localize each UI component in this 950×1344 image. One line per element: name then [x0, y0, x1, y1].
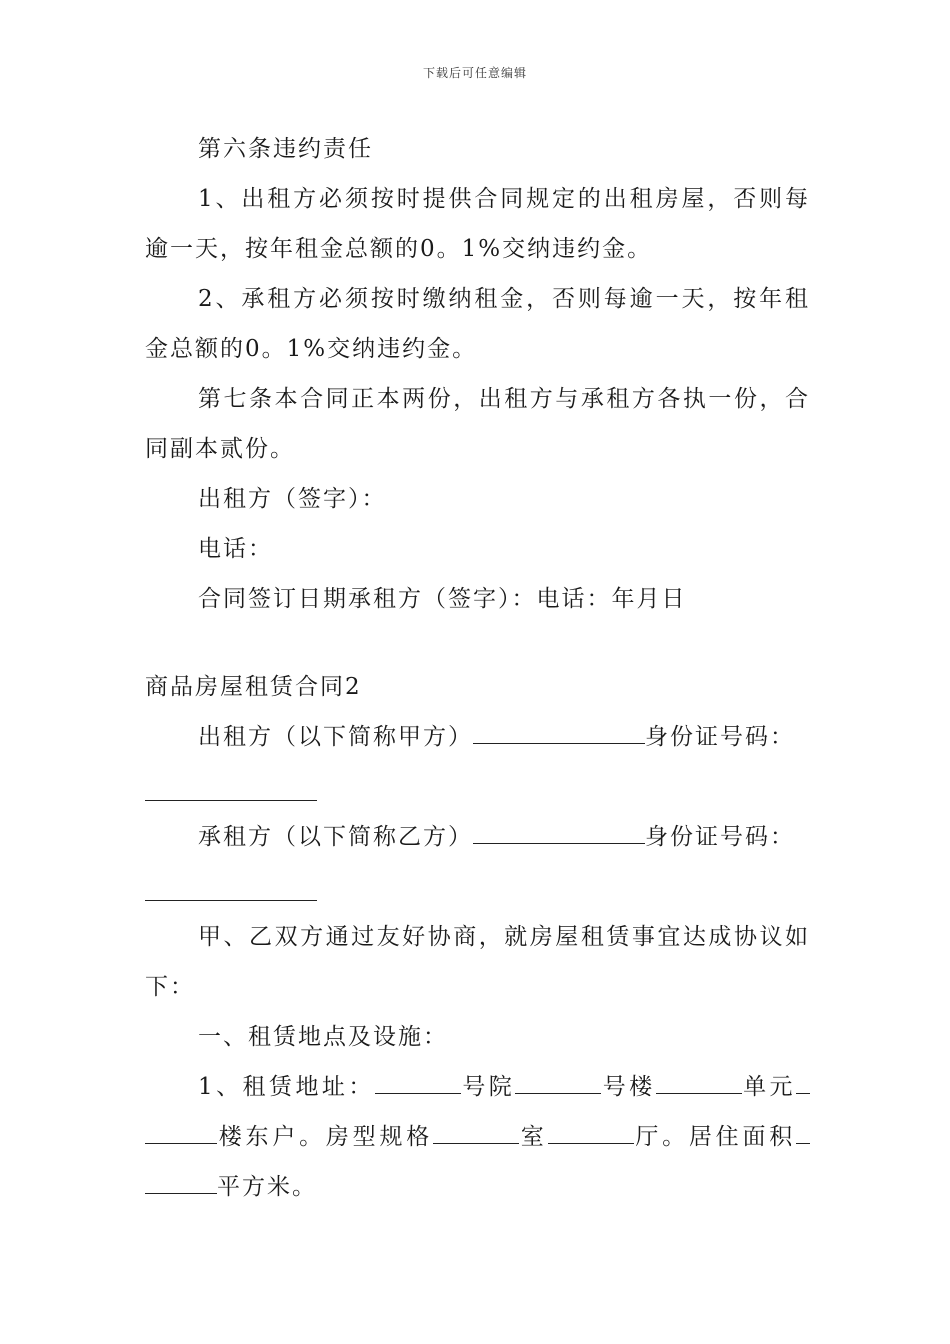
sqm-label: 平方米。 [217, 1174, 317, 1200]
section-gap [145, 624, 810, 662]
contract2-title: 商品房屋租赁合同2 [145, 674, 362, 700]
area-blank-b [145, 1173, 217, 1194]
floor-blank-b [145, 1123, 217, 1144]
phone-label: 电话： [198, 536, 273, 562]
unit-blank [656, 1073, 742, 1094]
party-a-name-blank [473, 723, 645, 744]
agreement-text: 甲、乙双方通过友好协商，就房屋租赁事宜达成协议如下： [145, 924, 810, 1000]
hall-label: 厅。居住面积 [633, 1124, 797, 1150]
hall-blank [548, 1123, 634, 1144]
party-b-id-line [145, 862, 810, 912]
party-a-id-line [145, 762, 810, 812]
room-label: 室 [519, 1124, 548, 1150]
section6-item1: 1、出租方必须按时提供合同规定的出租房屋，否则每逾一天，按年租金总额的0。1%交纳违约金。 [145, 186, 810, 262]
yard-blank [375, 1073, 461, 1094]
section6-title: 第六条违约责任 [198, 136, 373, 162]
section7-text: 第七条本合同正本两份，出租方与承租方各执一份，合同副本贰份。 [145, 386, 810, 462]
address-prefix: 1、租赁地址： [198, 1074, 375, 1100]
section6-item2: 2、承租方必须按时缴纳租金，否则每逾一天，按年租金总额的0。1%交纳违约金。 [145, 286, 810, 362]
document-body [145, 124, 810, 1212]
party-a-line [145, 712, 810, 762]
party-b-id-label: 身份证号码： [645, 824, 795, 850]
unit-label: 单元 [741, 1074, 797, 1100]
party-a-id-label: 身份证号码： [645, 724, 795, 750]
yard-label: 号院 [460, 1074, 516, 1100]
room-blank [433, 1123, 519, 1144]
lessor-signature: 出租方（签字）： [198, 486, 387, 512]
area-blank-a [796, 1123, 810, 1144]
party-a-label: 出租方（以下简称甲方） [198, 724, 473, 750]
clause1-title: 一、租赁地点及设施： [198, 1024, 448, 1050]
building-blank [515, 1073, 601, 1094]
page-header: 下载后可任意编辑 [422, 66, 527, 80]
address-line [145, 1062, 810, 1212]
building-label: 号楼 [601, 1074, 656, 1100]
party-b-label: 承租方（以下简称乙方） [198, 824, 473, 850]
party-b-id-blank [145, 880, 317, 901]
floor-label: 楼东户。房型规格 [217, 1124, 433, 1150]
party-b-line [145, 812, 810, 862]
date-signature-line: 合同签订日期承租方（签字）：电话：年月日 [198, 586, 687, 612]
floor-blank-a [796, 1073, 810, 1094]
party-b-name-blank [473, 823, 645, 844]
party-a-id-blank [145, 780, 317, 801]
